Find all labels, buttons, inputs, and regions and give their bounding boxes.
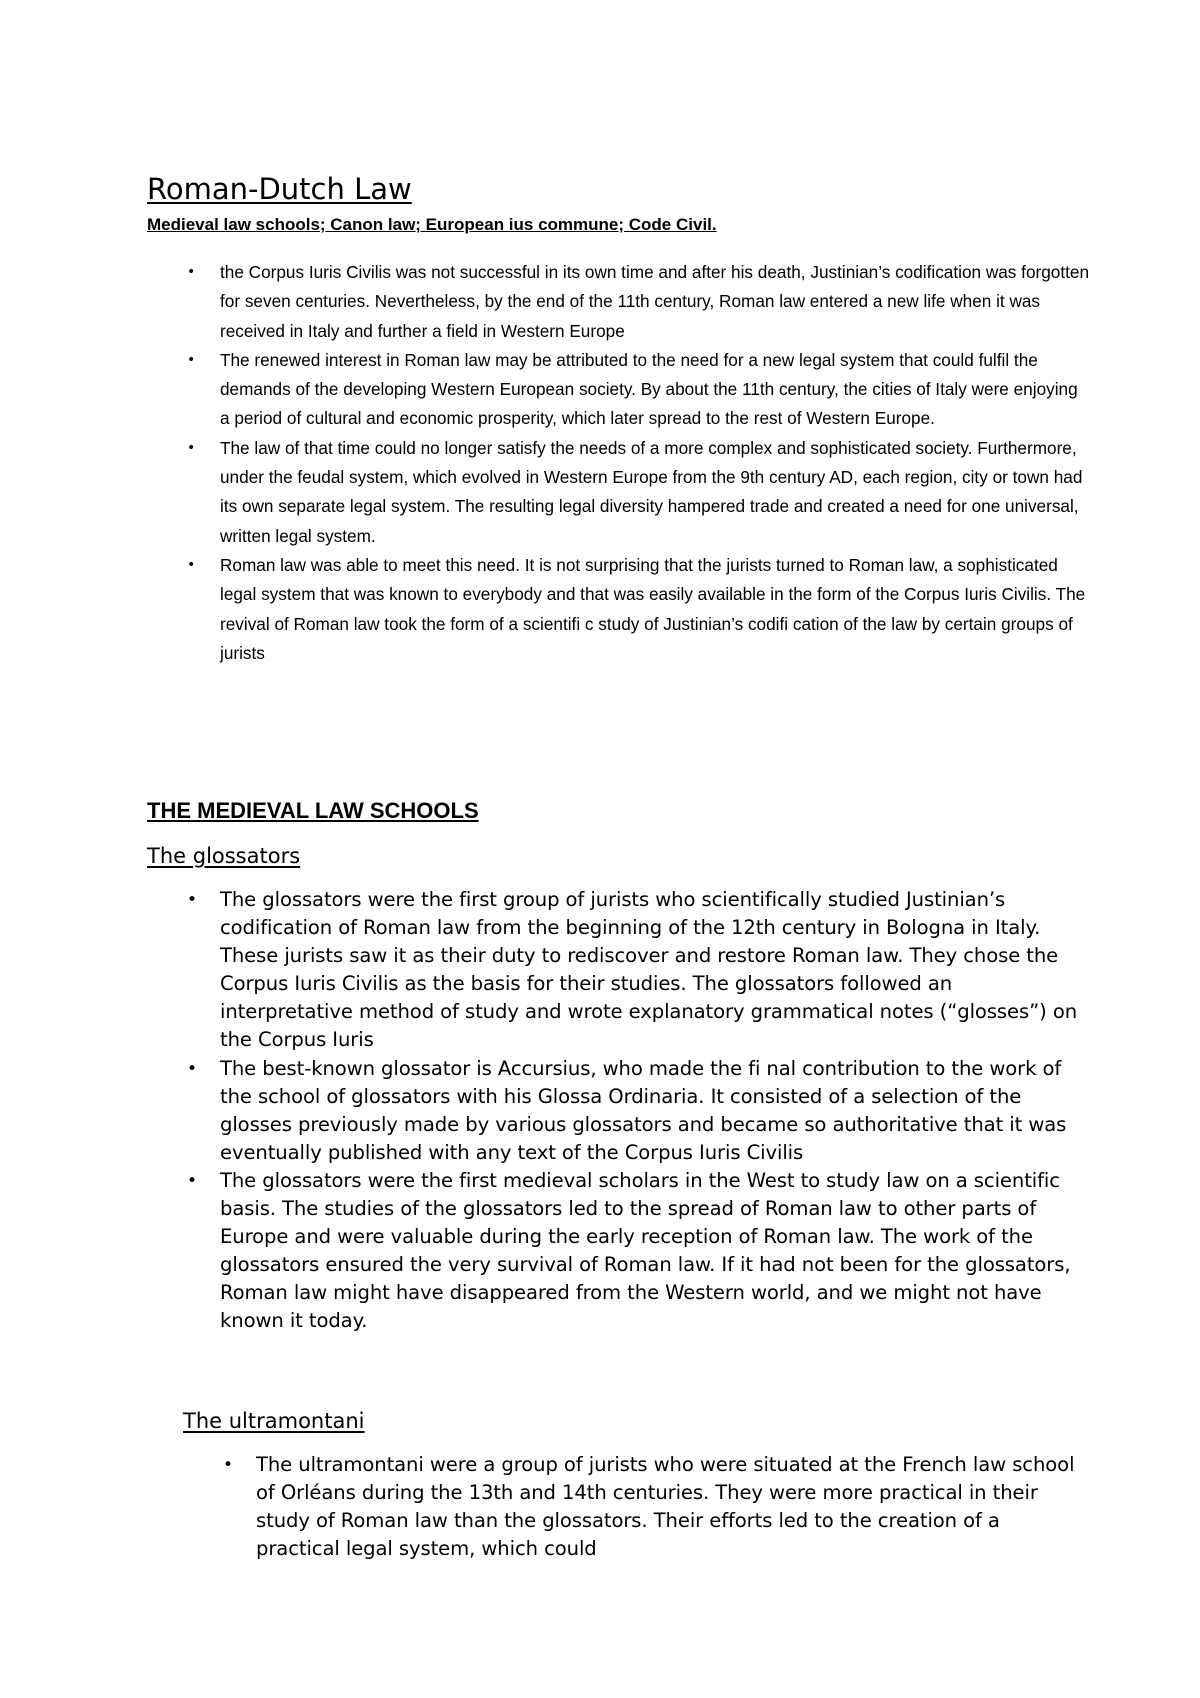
list-item-text: The best-known glossator is Accursius, who made the fi nal contribution to the work of the school of glossators with his Glossa Ordinaria. It consisted of a selection of the glosses previously made by various glossators and became so authoritative that it was eventually published with any text of the Corpus Iuris Civilis — [220, 1056, 1067, 1164]
list-item — [187, 434, 1090, 551]
bullet-icon: • — [187, 890, 197, 910]
document-subtitle: Medieval law schools; Canon law; European ius commune; Code Civil. — [147, 215, 717, 234]
bullet-icon: • — [223, 1455, 233, 1475]
bullet-icon: • — [187, 1170, 197, 1191]
list-item-text: The law of that time could no longer satisfy the needs of a more complex and sophisticated society. Furthermore, under the feudal system, which evolved in Western Europe from the 9th century AD, each region, city or town had its own separate legal system. The resulting legal diversity hampered trade and created a need for one universal, written legal system. — [220, 437, 1083, 546]
bullet-icon: • — [187, 556, 196, 573]
list-item — [187, 346, 1090, 434]
list-item-text: The glossators were the first group of jurists who scientifically studied Justinian’s codification of Roman law from the beginning of the 12th century in Bologna in Italy. These jurists saw it as their duty to rediscover and restore Roman law. They chose the Corpus Iuris Civilis as the basis for their studies. The glossators followed an interpretative method of study and wrote explanatory grammatical notes (“glosses”) on the Corpus Iuris — [220, 888, 1078, 1052]
section-heading-medieval-law-schools: THE MEDIEVAL LAW SCHOOLS — [147, 798, 479, 823]
subsection-heading-glossators: The glossators — [147, 844, 301, 868]
bullet-icon: • — [187, 1058, 197, 1079]
list-item-text: Roman law was able to meet this need. It is not surprising that the jurists turned to Roman law, a sophisticated legal system that was known to everybody and that was easily available in the form of the Corpus Iuris Civilis. The revival of Roman law took the form of a scientifi c study of Justinian’s codifi cation of the law by certain groups of jurists — [220, 554, 1086, 663]
subsection-heading-ultramontani: The ultramontani — [183, 1409, 365, 1433]
document-title: Roman-Dutch Law — [147, 172, 412, 206]
list-item — [187, 258, 1090, 346]
list-item — [187, 551, 1090, 668]
intro-bullet-list — [187, 258, 1090, 668]
bullet-icon: • — [187, 264, 196, 280]
list-item-text: the Corpus Iuris Civilis was not successful in its own time and after his death, Justinian’s codification was forgotten for seven centuries. Nevertheless, by the end of the 11th century, Roman law entered a new life when it was received in Italy and further a field in Western Europe — [220, 262, 1090, 341]
list-item — [223, 1451, 1086, 1563]
list-item-text: The glossators were the first medieval scholars in the West to study law on a scientific basis. The studies of the glossators led to the spread of Roman law to other parts of Europe and were valuable during the early reception of Roman law. The work of the glossators ensured the very survival of Roman law. If it had not been for the glossators, Roman law might have disappeared from the Western world, and we might not have known it today. — [220, 1168, 1071, 1333]
list-item-text: The ultramontani were a group of jurists who were situated at the French law school of Orléans during the 13th and 14th centuries. They were more practical in their study of Roman law than the glossators. Their efforts led to the creation of a practical legal system, which could — [256, 1453, 1075, 1561]
list-item-text: The renewed interest in Roman law may be attributed to the need for a new legal system that could fulfil the demands of the developing Western European society. By about the 11th century, the cities of Italy were enjoying a period of cultural and economic prosperity, which later spread to the rest of Western Europe. — [220, 349, 1078, 429]
list-item — [187, 1055, 1090, 1167]
ultramontani-bullet-list — [223, 1451, 1086, 1563]
bullet-icon: • — [187, 439, 196, 456]
bullet-icon: • — [187, 351, 196, 368]
list-item — [187, 886, 1090, 1055]
glossators-bullet-list — [187, 886, 1090, 1336]
list-item — [187, 1167, 1090, 1336]
